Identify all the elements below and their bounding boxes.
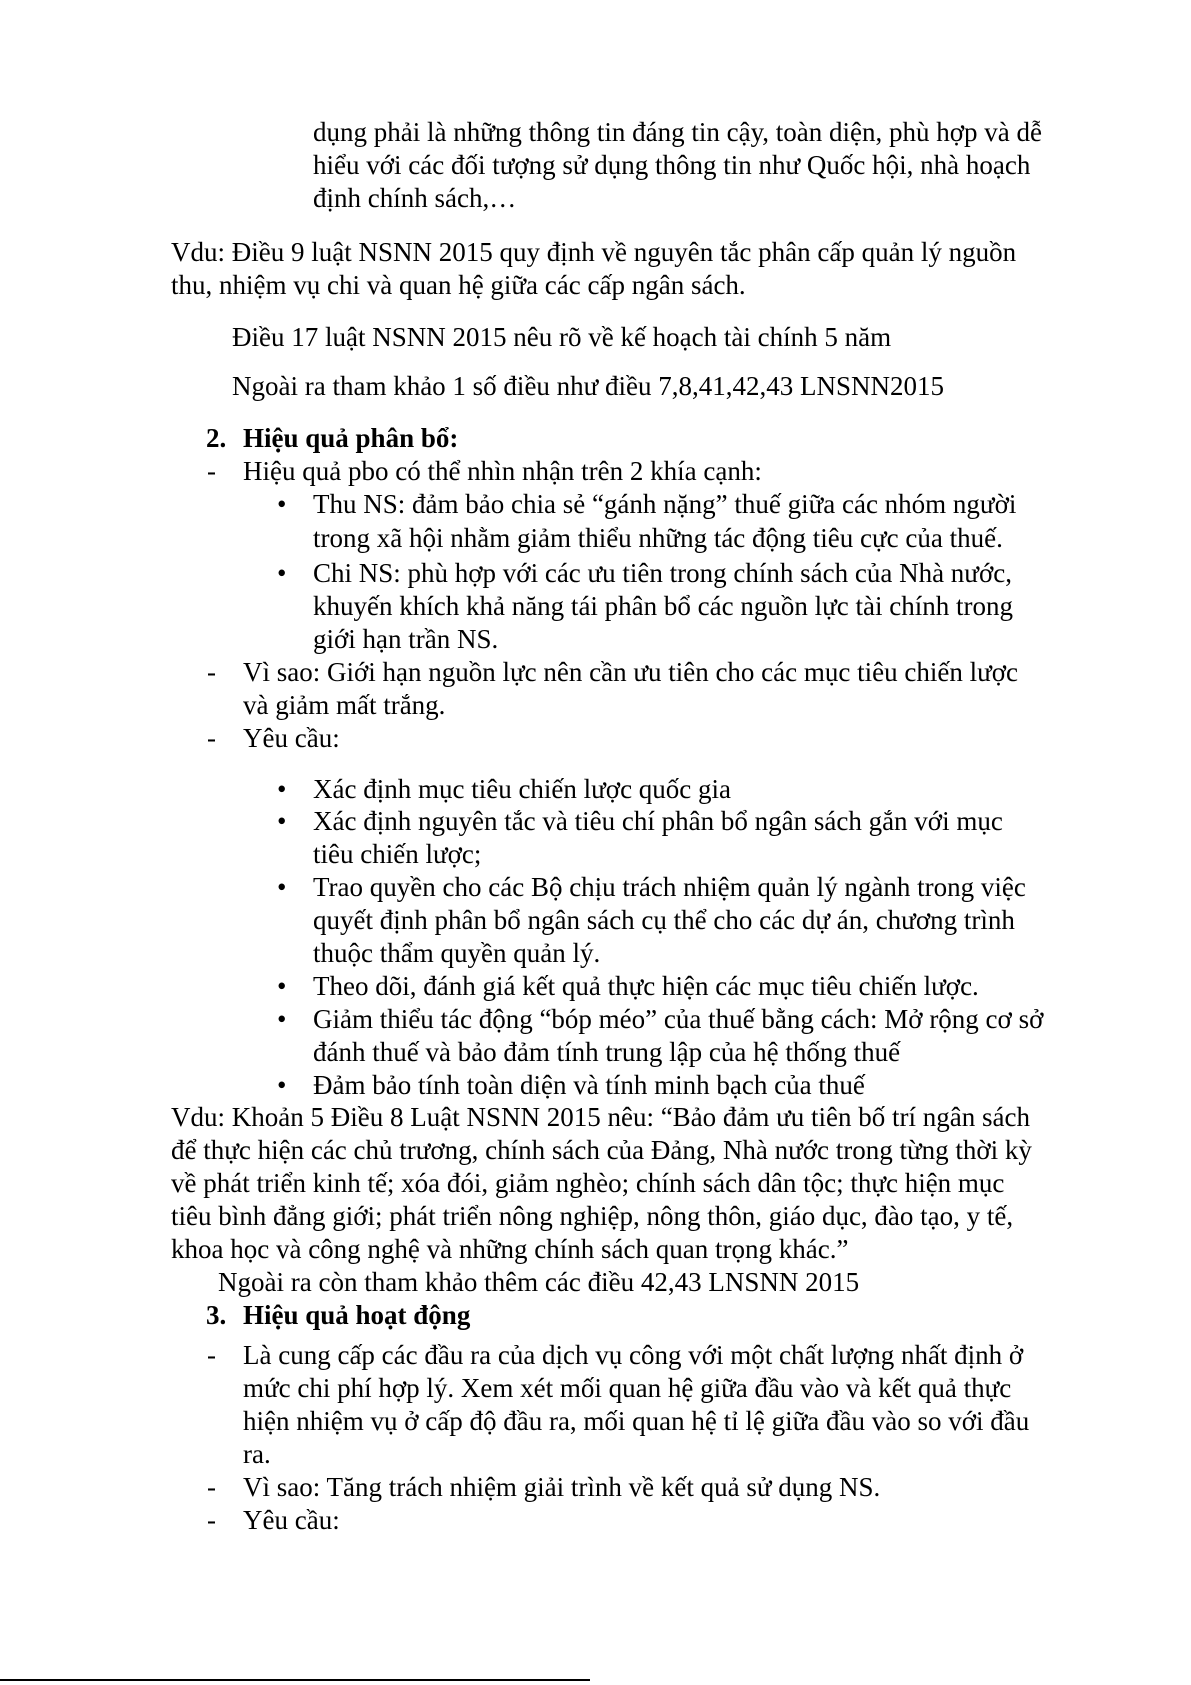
requirement-item: quyết định phân bổ ngân sách cụ thể cho các dự án, chương trình <box>313 905 1015 935</box>
aspects-intro: Hiệu quả pbo có thể nhìn nhận trên 2 khía cạnh: <box>243 456 762 486</box>
intro-line: dụng phải là những thông tin đáng tin cậy, toàn diện, phù hợp và dễ <box>313 117 1043 147</box>
definition-line: mức chi phí hợp lý. Xem xét mối quan hệ giữa đầu vào và kết quả thực <box>243 1373 1012 1403</box>
dash-marker: - <box>207 1472 216 1502</box>
requirement-item: thuộc thẩm quyền quản lý. <box>313 938 601 968</box>
section-2-heading: Hiệu quả phân bổ: <box>243 423 459 453</box>
aspect-2-line: giới hạn trần NS. <box>313 624 499 654</box>
aspect-2-line: khuyến khích khả năng tái phân bổ các nguồn lực tài chính trong <box>313 591 1013 621</box>
requirement-item: Xác định nguyên tắc và tiêu chí phân bổ ngân sách gắn với mục <box>313 806 1003 836</box>
bullet-marker: • <box>277 872 287 902</box>
requirement-item: tiêu chiến lược; <box>313 839 482 869</box>
requirements-label: Yêu cầu: <box>243 723 340 753</box>
aspect-2-line: Chi NS: phù hợp với các ưu tiên trong chính sách của Nhà nước, <box>313 558 1012 588</box>
bullet-marker: • <box>277 971 287 1001</box>
reference-note: Ngoài ra tham khảo 1 số điều như điều 7,8,41,42,43 LNSNN2015 <box>232 371 945 401</box>
bullet-marker: • <box>277 558 287 588</box>
definition-line: Là cung cấp các đầu ra của dịch vụ công với một chất lượng nhất định ở <box>243 1340 1024 1370</box>
section-3-number: 3. <box>206 1300 227 1330</box>
why-line: Vì sao: Giới hạn nguồn lực nên cần ưu tiên cho các mục tiêu chiến lược <box>243 657 1018 687</box>
example-line: tiêu bình đẳng giới; phát triển nông nghiệp, nông thôn, giáo dục, đào tạo, y tế, <box>171 1201 1014 1231</box>
aspect-1-line: Thu NS: đảm bảo chia sẻ “gánh nặng” thuế giữa các nhóm người <box>313 489 1017 519</box>
definition-line: hiện nhiệm vụ ở cấp độ đầu ra, mối quan hệ tỉ lệ giữa đầu vào so với đầu <box>243 1406 1030 1436</box>
section-2-number: 2. <box>206 423 227 453</box>
requirement-item: Xác định mục tiêu chiến lược quốc gia <box>313 774 732 804</box>
dash-marker: - <box>207 1505 216 1535</box>
example-line: về phát triển kinh tế; xóa đói, giảm nghèo; chính sách dân tộc; thực hiện mục <box>171 1168 1005 1198</box>
dash-marker: - <box>207 456 216 486</box>
reference-note: Ngoài ra còn tham khảo thêm các điều 42,43 LNSNN 2015 <box>218 1267 860 1297</box>
requirement-item: đánh thuế và bảo đảm tính trung lập của hệ thống thuế <box>313 1037 901 1067</box>
why-line: và giảm mất trắng. <box>243 690 446 720</box>
requirement-item: Trao quyền cho các Bộ chịu trách nhiệm quản lý ngành trong việc <box>313 872 1026 902</box>
intro-line: định chính sách,… <box>313 183 517 213</box>
bullet-marker: • <box>277 1004 287 1034</box>
example-line: thu, nhiệm vụ chi và quan hệ giữa các cấp ngân sách. <box>171 270 746 300</box>
section-3-heading: Hiệu quả hoạt động <box>243 1300 471 1330</box>
bullet-marker: • <box>277 489 287 519</box>
example-line: để thực hiện các chủ trương, chính sách của Đảng, Nhà nước trong từng thời kỳ <box>171 1135 1032 1165</box>
example-line: khoa học và công nghệ và những chính sách quan trọng khác.” <box>171 1234 849 1264</box>
intro-line: hiểu với các đối tượng sử dụng thông tin như Quốc hội, nhà hoạch <box>313 150 1031 180</box>
example-line: Vdu: Điều 9 luật NSNN 2015 quy định về nguyên tắc phân cấp quản lý nguồn <box>171 237 1017 267</box>
aspect-1-line: trong xã hội nhằm giảm thiểu những tác động tiêu cực của thuế. <box>313 523 1003 553</box>
example-line: Vdu: Khoản 5 Điều 8 Luật NSNN 2015 nêu: “Bảo đảm ưu tiên bố trí ngân sách <box>171 1102 1030 1132</box>
dash-marker: - <box>207 723 216 753</box>
requirement-item: Đảm bảo tính toàn diện và tính minh bạch của thuế <box>313 1070 865 1100</box>
dash-marker: - <box>207 1340 216 1370</box>
bullet-marker: • <box>277 774 287 804</box>
article-17-note: Điều 17 luật NSNN 2015 nêu rõ về kế hoạch tài chính 5 năm <box>232 322 892 352</box>
bullet-marker: • <box>277 1070 287 1100</box>
why-line: Vì sao: Tăng trách nhiệm giải trình về kết quả sử dụng NS. <box>243 1472 881 1502</box>
bullet-marker: • <box>277 806 287 836</box>
requirement-item: Theo dõi, đánh giá kết quả thực hiện các mục tiêu chiến lược. <box>313 971 979 1001</box>
requirement-item: Giảm thiểu tác động “bóp méo” của thuế bằng cách: Mở rộng cơ sở <box>313 1004 1044 1034</box>
footnote-rule <box>0 1679 590 1681</box>
dash-marker: - <box>207 657 216 687</box>
definition-line: ra. <box>243 1439 271 1469</box>
requirements-label: Yêu cầu: <box>243 1505 340 1535</box>
